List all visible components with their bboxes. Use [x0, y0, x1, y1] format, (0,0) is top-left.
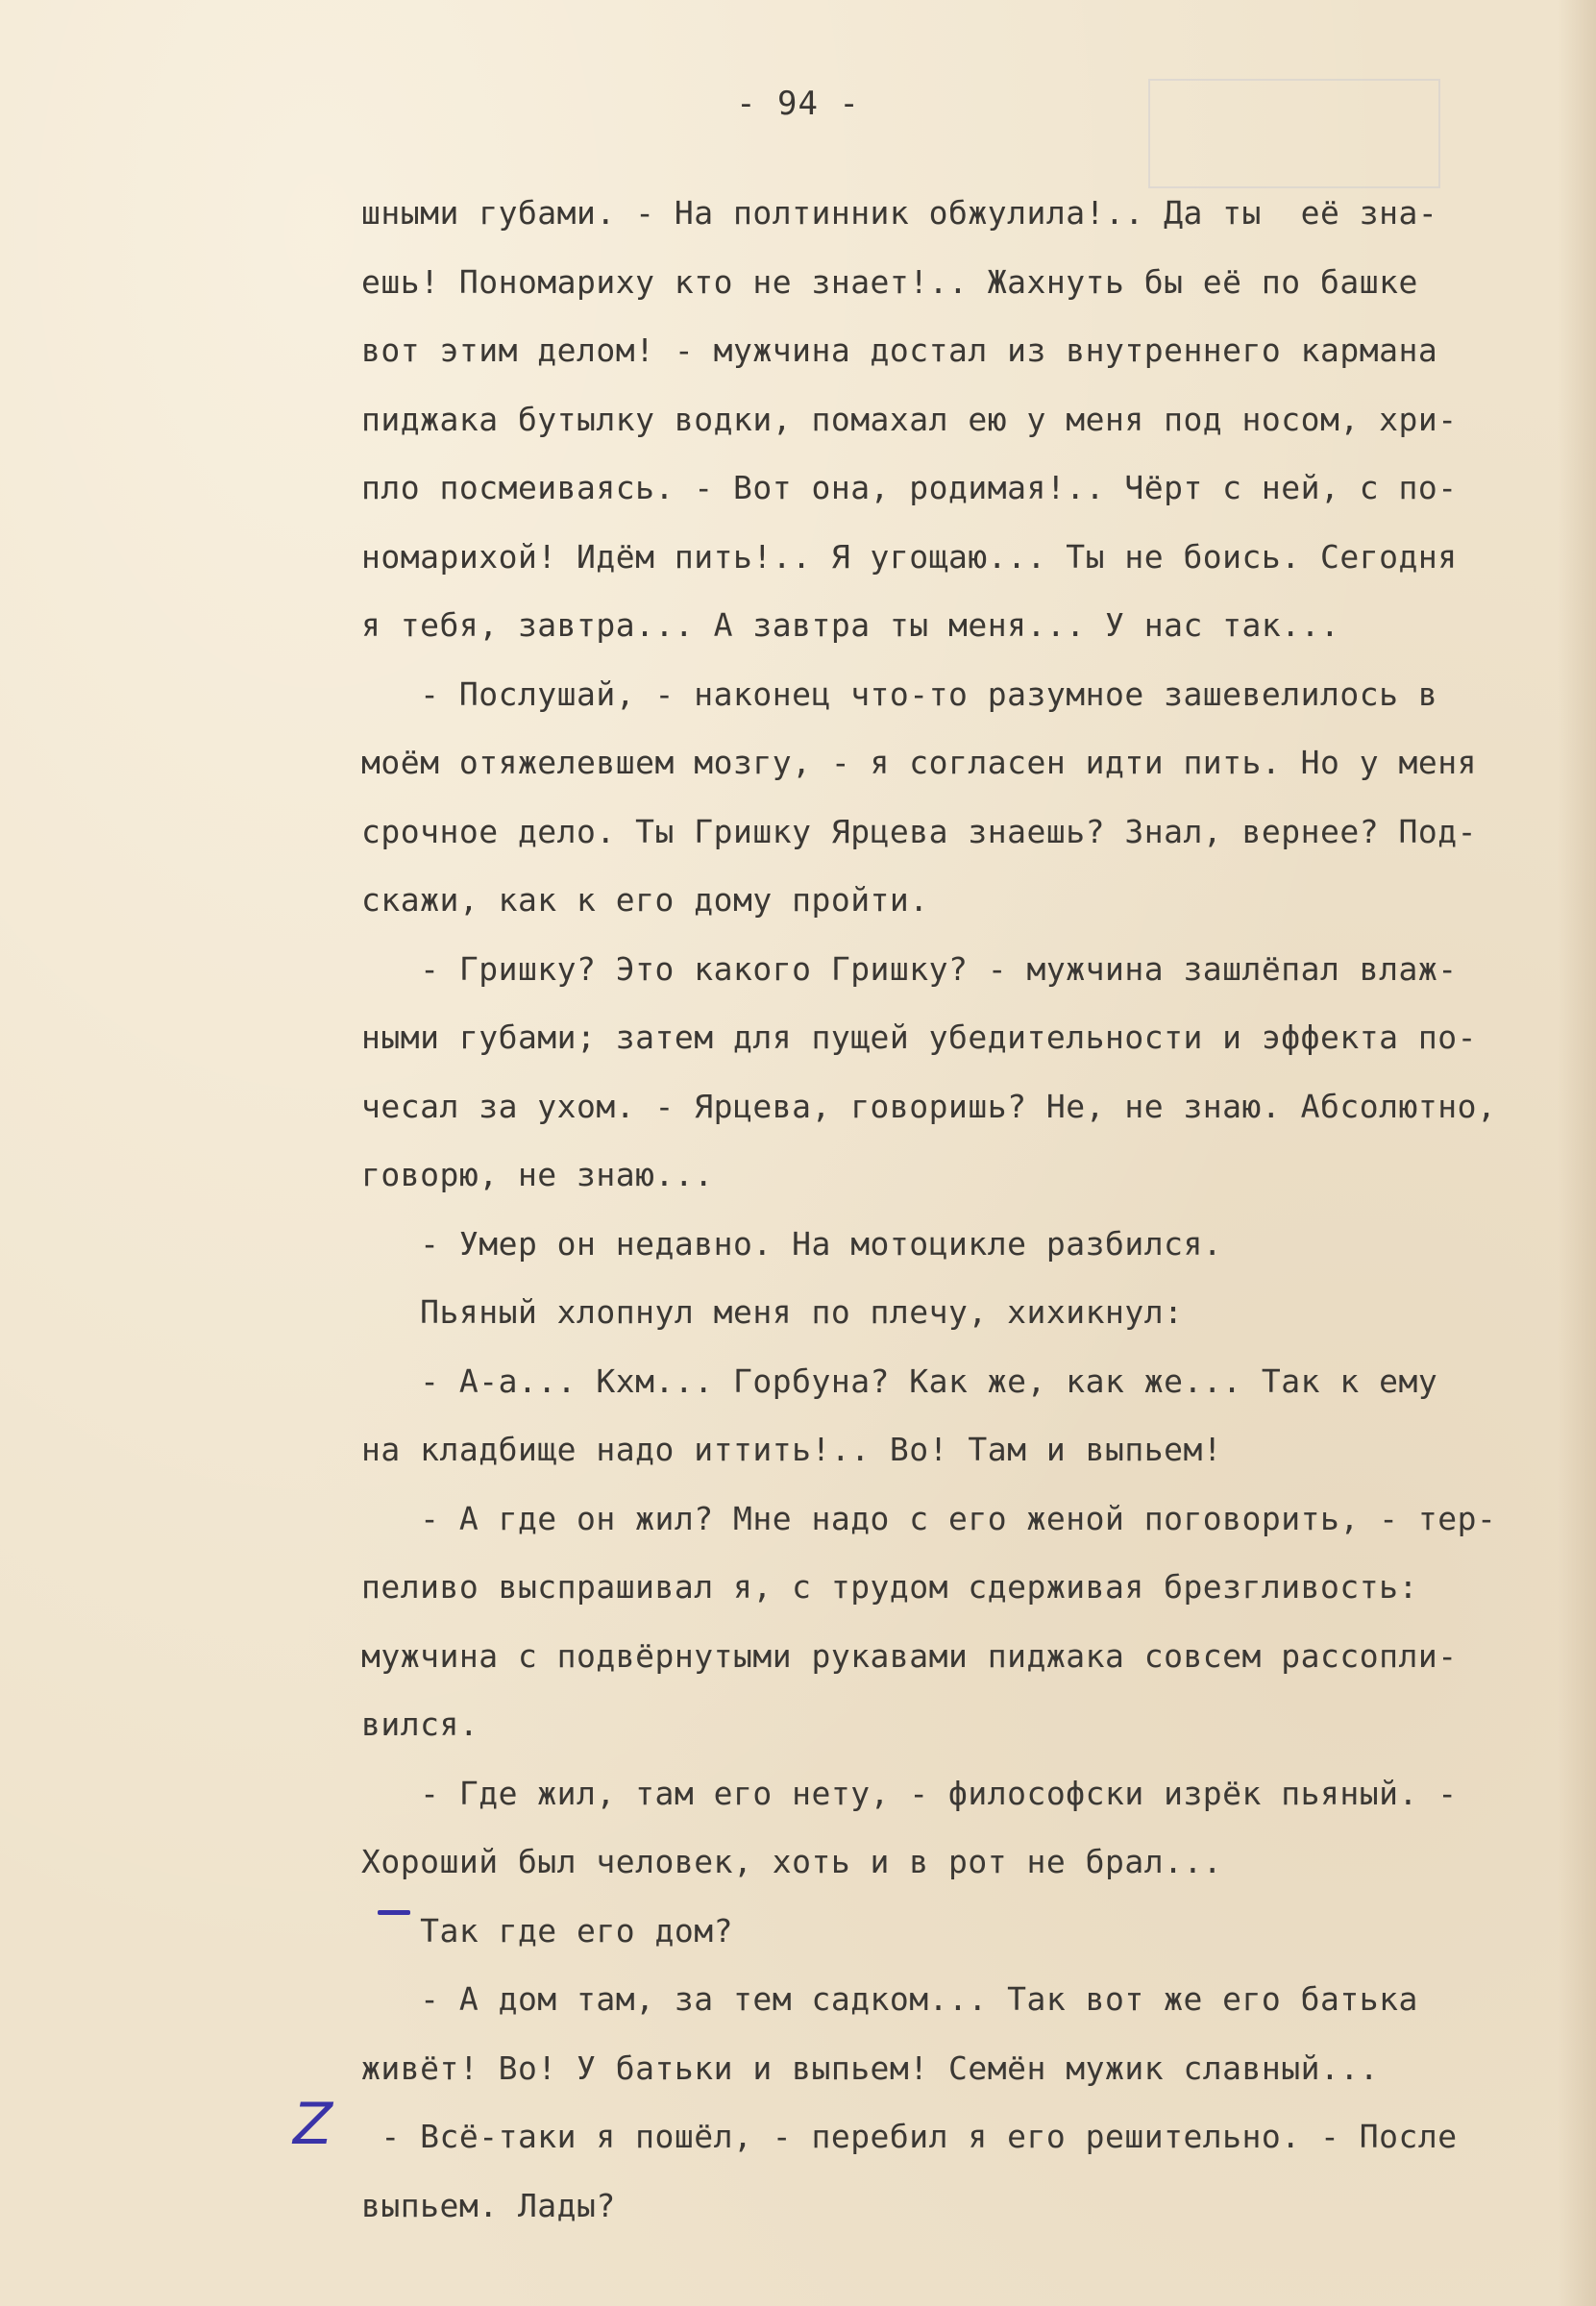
- text-line: - Где жил, там его нету, - философски изрёк пьяный. -: [361, 1774, 1458, 1812]
- text-line: Так где его дом?: [361, 1911, 733, 1950]
- text-line: живёт! Во! У батьки и выпьем! Семён мужик славный...: [361, 2048, 1380, 2087]
- text-line: номарихой! Идём пить!.. Я угощаю... Ты не боись. Сегодня: [361, 537, 1458, 576]
- text-line: - А-а... Кхм... Горбуна? Как же, как же... Так к ему: [361, 1362, 1438, 1400]
- text-line: пиджака бутылку водки, помахал ею у меня под носом, хри-: [361, 400, 1458, 438]
- text-line: срочное дело. Ты Гришку Ярцева знаешь? Знал, вернее? Под-: [361, 812, 1477, 850]
- text-line: ешь! Пономариху кто не знает!.. Жахнуть бы её по башке: [361, 262, 1418, 301]
- text-line: Хороший был человек, хоть и в рот не брал...: [361, 1843, 1223, 1880]
- text-line: скажи, как к его дому пройти.: [361, 881, 929, 919]
- text-line: вот этим делом! - мужчина достал из внутреннего кармана: [361, 331, 1438, 369]
- page-number: - 94 -: [736, 85, 860, 123]
- text-line: - Гришку? Это какого Гришку? - мужчина зашлёпал влаж-: [361, 949, 1458, 988]
- text-line: Пьяный хлопнул меня по плечу, хихикнул:: [361, 1293, 1184, 1331]
- typewritten-text-body: [361, 179, 1572, 2240]
- text-line: - Послушай, - наконец что-то разумное зашевелилось в: [361, 675, 1438, 713]
- text-line: выпьем. Лады?: [361, 2186, 616, 2224]
- text-line: вился.: [361, 1705, 479, 1743]
- text-line: на кладбище надо иттить!.. Во! Там и выпьем!: [361, 1431, 1223, 1468]
- text-line: чесал за ухом. - Ярцева, говоришь? Не, не знаю. Абсолютно,: [361, 1087, 1497, 1125]
- text-line: пло посмеиваясь. - Вот она, родимая!.. Чёрт с ней, с по-: [361, 469, 1458, 506]
- text-line: - А где он жил? Мне надо с его женой поговорить, - тер-: [361, 1499, 1497, 1537]
- text-line: - Умер он недавно. На мотоцикле разбился.: [361, 1224, 1223, 1263]
- text-line: ными губами; затем для пущей убедительности и эффекта по-: [361, 1018, 1477, 1056]
- text-line: говорю, не знаю...: [361, 1156, 714, 1193]
- text-line: я тебя, завтра... А завтра ты меня... У нас так...: [361, 606, 1340, 644]
- text-line: моём отяжелевшем мозгу, - я согласен идти пить. Но у меня: [361, 744, 1477, 781]
- text-line: пеливо выспрашивал я, с трудом сдерживая брезгливость:: [361, 1568, 1418, 1606]
- text-line: шными губами. - На полтинник обжулила!.. Да ты её зна-: [361, 194, 1438, 232]
- handwritten-margin-mark: Z: [293, 2091, 333, 2158]
- text-line: - А дом там, за тем садком... Так вот же его батька: [361, 1980, 1418, 2018]
- text-line: мужчина с подвёрнутыми рукавами пиджака совсем рассопли-: [361, 1636, 1458, 1675]
- text-line: - Всё-таки я пошёл, - перебил я его решительно. - После: [361, 2118, 1458, 2155]
